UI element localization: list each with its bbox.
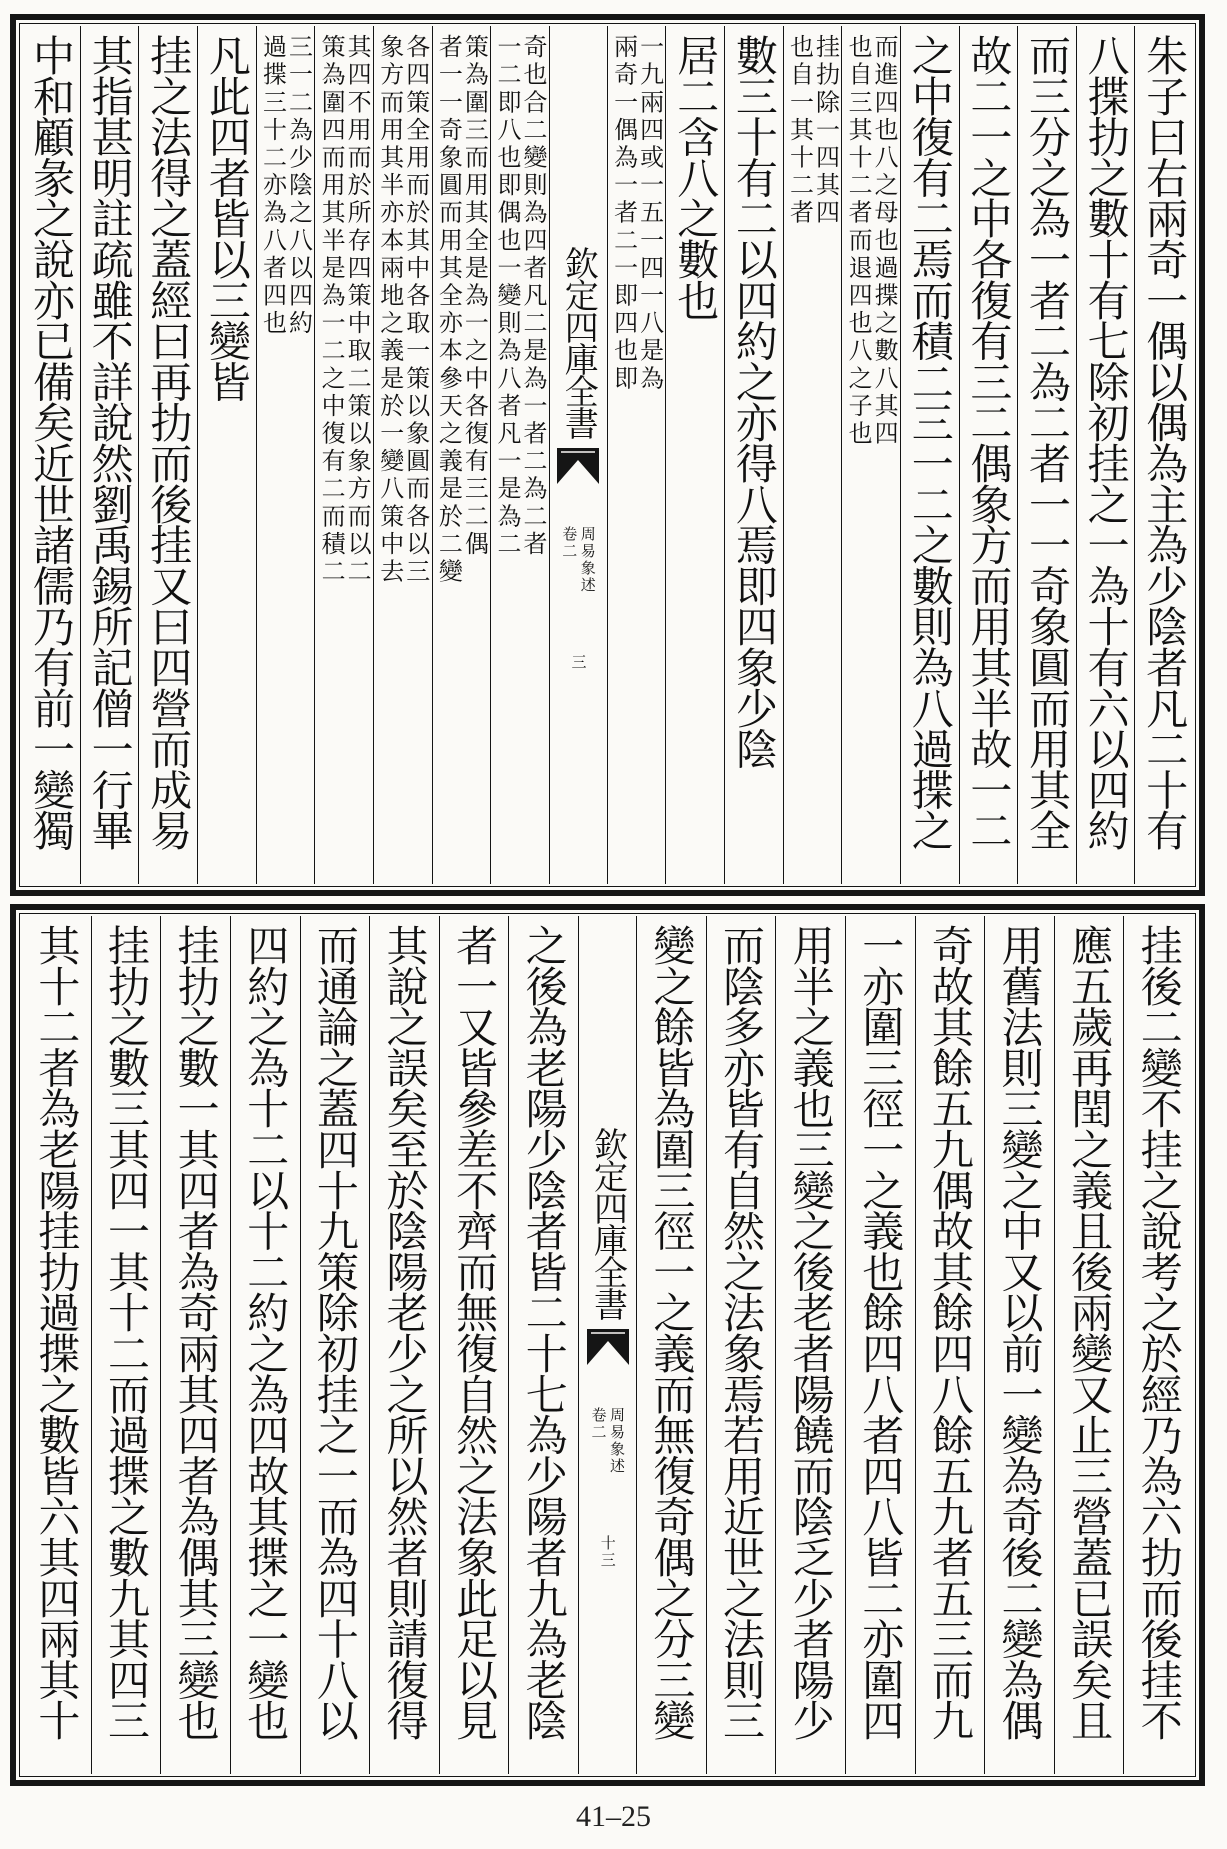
text-column — [230, 916, 300, 1774]
text-column — [775, 916, 845, 1774]
text-column — [138, 26, 197, 884]
page-top — [10, 14, 1205, 896]
page-number: 41–25 — [576, 1800, 651, 1833]
column-text: 變之餘皆為圍三徑一之義而無復奇偶之分三變 — [647, 924, 697, 1741]
annotation-column — [373, 26, 432, 884]
column-text: 而陰多亦皆有自然之法象焉若用近世之法則三 — [716, 924, 766, 1741]
annotation-column — [607, 26, 666, 884]
annotation-column — [490, 26, 549, 884]
book-title: 周易象述 — [578, 525, 597, 594]
page-bottom-columns — [22, 916, 1193, 1774]
annotation-column — [256, 26, 315, 884]
annotation-column — [432, 26, 491, 884]
annotation-text: 各四策全用而於其中各取一策以象圓而各以三 — [401, 34, 430, 586]
column-text: 其說之誤矣至於陰陽老少之所以然者則請復得 — [380, 924, 430, 1741]
collection-title: 欽定四庫全書 — [558, 245, 599, 438]
column-text: 一亦圍三徑一之義也餘四八者四八皆二亦圍四 — [856, 924, 906, 1741]
text-column — [22, 26, 80, 884]
fish-tail-mark-icon — [555, 446, 601, 486]
annotation-text: 過揲三十二亦為八者四也 — [258, 34, 287, 338]
column-text: 其十二者為老陽挂扐過揲之數皆六其四兩其十 — [32, 924, 82, 1741]
annotation-text: 三一二為少陰之八以四約 — [284, 34, 313, 338]
column-text: 朱子曰右兩奇一偶以偶為主為少陰者凡二十有 — [1140, 34, 1190, 851]
column-text: 凡此四者皆以三變皆 — [202, 34, 252, 402]
annotation-column — [314, 26, 373, 884]
annotation-text: 象方而用其半亦本兩地之義是於一變八策中去 — [375, 34, 404, 586]
annotation-column — [841, 26, 900, 884]
annotation-text: 策為圍四而用其半是為一二之中復有二而積二 — [317, 34, 346, 586]
text-column — [984, 916, 1054, 1774]
annotation-text: 一二即八也即偶也一變則為八者凡一是為二 — [492, 34, 521, 559]
fish-tail-mark-icon — [585, 1327, 631, 1367]
text-column — [300, 916, 370, 1774]
folio-number: 十三 — [598, 1535, 617, 1569]
text-column — [439, 916, 509, 1774]
text-column — [1054, 916, 1124, 1774]
column-text: 而通論之蓋四十九策除初挂之一而為四十八以 — [310, 924, 360, 1741]
column-text: 中和顧彖之說亦已備矣近世諸儒乃有前一變獨 — [26, 34, 76, 851]
annotation-text: 其四不用而於所存四策中取二策以象方而以二 — [343, 34, 372, 586]
folio-number: 三 — [569, 653, 588, 671]
column-text: 四約之為十二以十二約之為四故其揲之一變也 — [241, 924, 291, 1741]
annotation-column — [783, 26, 842, 884]
column-text: 者一又皆參差不齊而無復自然之法象此足以見 — [450, 924, 500, 1741]
text-column — [845, 916, 915, 1774]
volume-label: 卷二 — [589, 1407, 608, 1441]
annotation-text: 也自一其十二者 — [785, 34, 814, 228]
annotation-text: 策為圍三而用其全是為一之中各復有三二偶 — [460, 34, 489, 559]
center-spine — [578, 916, 636, 1774]
column-text: 用半之義也三變之後老者陽饒而陰乏少者陽少 — [786, 924, 836, 1741]
page-bottom — [10, 904, 1205, 1786]
annotation-text: 也自三其十二者而退四也八之子也 — [844, 34, 873, 448]
text-column — [508, 916, 578, 1774]
text-column — [900, 26, 959, 884]
text-column — [1076, 26, 1135, 884]
annotation-text: 而進四也八之母也過揲之數八其四 — [870, 34, 899, 448]
collection-title: 欽定四庫全書 — [587, 1127, 628, 1319]
spine-meta — [590, 1407, 625, 1475]
column-text: 挂扐之數一其四者為奇兩其四者為偶其三變也 — [171, 924, 221, 1741]
spine-meta — [561, 526, 596, 594]
column-text: 挂後二變不挂之說考之於經乃為六扐而後挂不 — [1134, 924, 1184, 1741]
text-column — [197, 26, 256, 884]
column-text: 奇故其餘五九偶故其餘四八餘五九者五三而九 — [925, 924, 975, 1741]
column-text: 故二一之中各復有三二偶象方而用其半故一二 — [964, 34, 1014, 851]
annotation-text: 兩奇一偶為一者二一即四也即 — [609, 34, 638, 393]
text-column — [22, 916, 91, 1774]
annotation-text: 一九兩四或一五一四一八是為 — [635, 34, 664, 393]
book-title: 周易象述 — [608, 1407, 626, 1475]
column-text: 之中復有二焉而積二三一二之數則為八過揲之 — [905, 34, 955, 851]
column-text: 之後為老陽少陰者皆二十七為少陽者九為老陰 — [519, 924, 569, 1741]
text-column — [80, 26, 139, 884]
text-column — [160, 916, 230, 1774]
center-spine — [549, 26, 607, 884]
text-column — [1017, 26, 1076, 884]
volume-label: 卷二 — [560, 525, 579, 560]
text-column — [1134, 26, 1193, 884]
text-column — [915, 916, 985, 1774]
column-text: 挂扐之數三其四一其十二而過揲之數九其四三 — [101, 924, 151, 1741]
text-column — [369, 916, 439, 1774]
column-text: 其指甚明註疏雖不詳說然劉禹錫所記僧一行畢 — [85, 34, 135, 851]
column-text: 挂之法得之蓋經曰再扐而後挂又曰四營而成易 — [144, 34, 194, 851]
column-text: 用舊法則三變之中又以前一變為奇後二變為偶 — [995, 924, 1045, 1741]
text-column — [665, 26, 724, 884]
text-column — [959, 26, 1018, 884]
column-text: 居二含八之數也 — [671, 34, 721, 320]
column-text: 而三分之為一者二為二者一一奇象圓而用其全 — [1022, 34, 1072, 851]
column-text: 應五歲再閏之義且後兩變又止三營蓋已誤矣且 — [1065, 924, 1115, 1741]
text-column — [706, 916, 776, 1774]
annotation-text: 挂扐除一四其四 — [811, 34, 840, 228]
annotation-text: 奇也合二變則為四者凡二是為一者二為二者 — [518, 34, 547, 559]
text-column — [636, 916, 706, 1774]
text-column — [91, 916, 161, 1774]
page-top-columns — [22, 26, 1193, 884]
text-column — [724, 26, 783, 884]
column-text: 數三十有二以四約之亦得八焉即四象少陰 — [729, 34, 779, 769]
text-column — [1123, 916, 1193, 1774]
annotation-text: 者一一奇象圓而用其全亦本參天之義是於二變 — [434, 34, 463, 586]
column-text: 八揲扐之數十有七除初挂之一為十有六以四約 — [1081, 34, 1131, 851]
